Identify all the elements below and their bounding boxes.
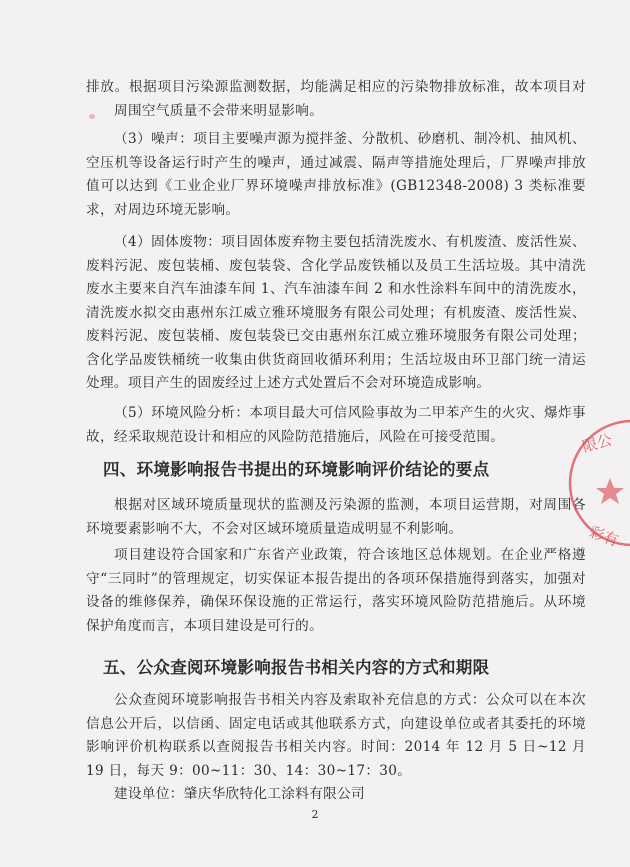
paragraph-developer: 建设单位：肇庆华欣特化工涂料有限公司 [114, 786, 365, 802]
svg-text:限公: 限公 [580, 430, 615, 456]
paragraph-conclusion-feasibility: 项目建设符合国家和广东省产业政策，符合该地区总体规划。在企业严格遵守“三同时”的管理规定，切实保证本报告提出的各项环保措施得到落实，加强对设备的维修保养，确保环保设施的正常运行，落实环境风险防范措施后。从环境保护角度而言，本项目建设是可行的。 [86, 547, 586, 634]
paragraph-conclusion-monitoring: 根据对区域环境质量现状的监测及污染源的监测，本项目运营期，对周围各环境要素影响不大，不会对区域环境质量造成明显不利影响。 [86, 497, 586, 537]
company-seal-stamp [562, 408, 630, 558]
paragraph-solid-waste: （4）固体废物：项目固体废弃物主要包括清洗废水、有机废渣、废活性炭、废料污泥、废包装桶、废包装袋、含化学品废铁桶以及员工生活垃圾。其中清洗废水主要来自汽车油漆车间 1、汽车油漆车间 2 和水性涂料车间中的清洗废水，清洗废水拟交由惠州东江威立雅环境服务有限公司处理；有机废渣、废活性炭、废料污泥、废包装桶、废包装袋已交由惠州东江威立雅环境服务有限公司处理；含化学品废铁桶统一收集由供货商回收循环利用；生活垃圾由环卫部门统一清运处理。项目产生的固废经过上述方式处置后不会对环境造成影响。 [86, 234, 586, 391]
paragraph-public-access: 公众查阅环境影响报告书相关内容及索取补充信息的方式：公众可以在本次信息公开后，以信函、固定电话或其他联系方式，向建设单位或者其委托的环境影响评价机构联系以查阅报告书相关内容。时间：2014 年 12 月 5 日~12 月 19 日，每天 9：00~11：30、14：30~17：30。 [86, 692, 586, 779]
paragraph-air-impact: 排放。根据项目污染源监测数据，均能满足相应的污染物排放标准，故本项目对周围空气质量不会带来明显影响。 [86, 79, 586, 119]
section-heading-4: 四、环境影响报告书提出的环境影响评价结论的要点 [103, 460, 490, 479]
ink-dot [89, 114, 95, 119]
paragraph-environmental-risk: （5）环境风险分析：本项目最大可信风险事故为二甲苯产生的火灾、爆炸事故，经采取规范设计和相应的风险防范措施后，风险在可接受范围。 [86, 405, 586, 445]
paragraph-noise: （3）噪声：项目主要噪声源为搅拌釜、分散机、砂磨机、制冷机、抽风机、空压机等设备运行时产生的噪声，通过减震、隔声等措施处理后，厂界噪声排放值可以达到《工业企业厂界环境噪声排放标准》(GB12348-2008) 3 类标准要求，对周边环境无影响。 [86, 131, 586, 218]
section-heading-5: 五、公众查阅环境影响报告书相关内容的方式和期限 [103, 658, 490, 677]
page-number: 2 [311, 808, 319, 821]
svg-text:彩有: 彩有 [586, 522, 621, 551]
